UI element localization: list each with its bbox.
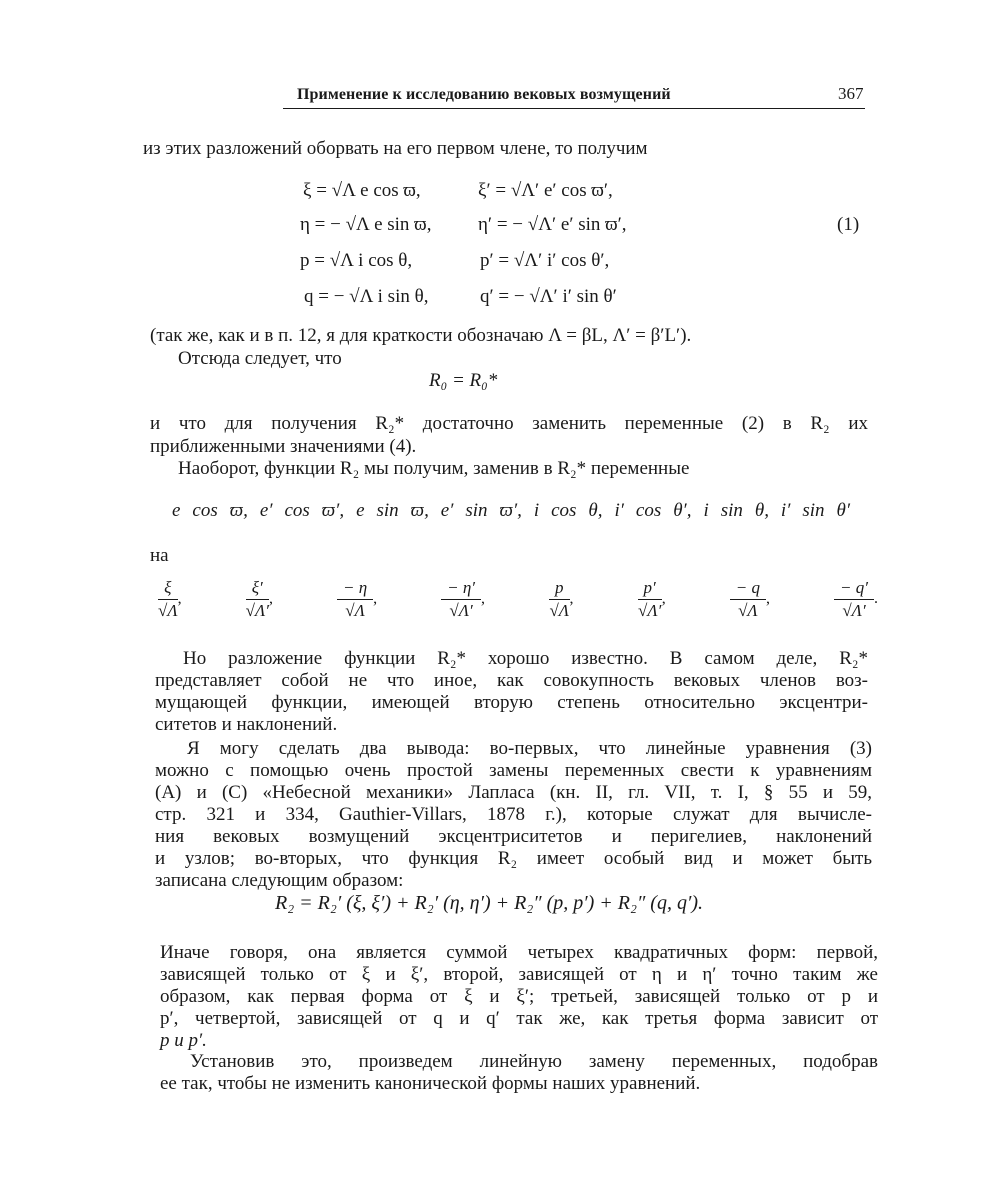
fraction-6-den: √Λ′: [637, 601, 662, 620]
para-a-line-2: приближенными значениями (4).: [150, 436, 417, 457]
intro-line: из этих разложений оборвать на его первом члене, то получим: [143, 138, 648, 159]
para-e-line-3: образом, как первая форма от ξ и ξ′; третьей, зависящей только от p и: [160, 986, 878, 1007]
fraction-7: [730, 578, 770, 621]
eq1-row4-right: q′ = − √Λ′ i′ sin θ′: [480, 286, 617, 307]
fraction-8-den: √Λ′: [842, 601, 866, 620]
fraction-8-sep: .: [873, 590, 878, 608]
fraction-2: [246, 578, 273, 621]
para-d-line-5: ния вековых возмущений эксцентриситетов и перигелиев, наклонений: [155, 826, 872, 847]
fraction-3: [337, 578, 377, 621]
para-c-line-4: ситетов и наклонений.: [155, 714, 338, 735]
fraction-5-sep: ,: [569, 590, 574, 608]
fraction-1: [158, 578, 182, 621]
fraction-8: [834, 578, 878, 621]
para-e-line-5: p и p′.: [160, 1030, 207, 1051]
eq1-row3-right: p′ = √Λ′ i′ cos θ′,: [480, 250, 610, 271]
note-line: (так же, как и в п. 12, я для краткости обозначаю Λ = βL, Λ′ = β′L′).: [150, 325, 692, 346]
fraction-4-den: √Λ′: [449, 601, 473, 620]
fraction-1-sep: ,: [177, 590, 182, 608]
para-a-line-1: и что для получения R₂* достаточно заменить переменные (2) в R₂ их: [150, 413, 868, 434]
para-f-line-2: ее так, чтобы не изменить канонической формы наших уравнений.: [160, 1073, 701, 1094]
fraction-2-den: √Λ′: [245, 601, 269, 620]
para-b-line-1: Наоборот, функции R₂ мы получим, заменив в R₂* переменные: [178, 458, 690, 479]
follows-line: Отсюда следует, что: [178, 348, 342, 369]
equation-r0: R₀ = R₀*: [429, 370, 498, 391]
fraction-2-sep: ,: [268, 590, 273, 608]
variables-line: e cos ϖ, e′ cos ϖ′, e sin ϖ, e′ sin ϖ′, i cos θ, i′ cos θ′, i sin θ, i′ sin θ′: [172, 500, 850, 521]
para-d-line-4: стр. 321 и 334, Gauthier-Villars, 1878 г.), которые служат для вычисле-: [155, 804, 872, 825]
fraction-1-den: √Λ: [158, 601, 178, 620]
para-e-line-1: Иначе говоря, она является суммой четырех квадратичных форм: первой,: [160, 942, 878, 963]
fraction-4-sep: ,: [481, 590, 486, 608]
eq1-row2-right: η′ = − √Λ′ e′ sin ϖ′,: [478, 214, 627, 235]
header-rule: [283, 108, 865, 109]
para-e-line-2: зависящей только от ξ и ξ′, второй, зависящей от η и η′ точно таким же: [160, 964, 878, 985]
fraction-5: [549, 578, 574, 621]
para-e-line-4: p′, четвертой, зависящей от q и q′ так же, как третья форма зависит от: [160, 1008, 878, 1029]
fractions-row: [158, 578, 878, 621]
equation-r2: R₂ = R₂′ (ξ, ξ′) + R₂′ (η, η′) + R₂″ (p, p′) + R₂″ (q, q′).: [275, 892, 703, 914]
para-c-line-3: мущающей функции, имеющей вторую степень относительно эксцентри-: [155, 692, 868, 713]
fraction-5-den: √Λ: [549, 601, 570, 620]
fraction-7-num: − q: [730, 578, 766, 600]
para-d-line-6: и узлов; во-вторых, что функция R₂ имеет особый вид и может быть: [155, 848, 872, 869]
fraction-6-sep: ,: [661, 590, 666, 608]
para-d-line-2: можно с помощью очень простой замены переменных свести к уравнениям: [155, 760, 872, 781]
fraction-5-num: p: [549, 578, 570, 600]
eq1-row1-right: ξ′ = √Λ′ e′ cos ϖ′,: [478, 180, 613, 201]
fraction-3-den: √Λ: [345, 601, 365, 620]
fraction-6: [638, 578, 666, 621]
fraction-2-num: ξ′: [246, 578, 269, 600]
word-na: на: [150, 545, 169, 566]
fraction-4: [441, 578, 485, 621]
para-d-line-3: (A) и (C) «Небесной механики» Лапласа (кн. II, гл. VII, т. I, § 55 и 59,: [155, 782, 872, 803]
page-number: 367: [838, 84, 864, 103]
equation-label-1: (1): [837, 214, 860, 235]
fraction-6-num: p′: [638, 578, 662, 600]
fraction-3-num: − η: [337, 578, 373, 600]
fraction-7-sep: ,: [766, 590, 771, 608]
fraction-8-num: − q′: [834, 578, 874, 600]
eq1-row1-left: ξ = √Λ e cos ϖ,: [303, 180, 421, 201]
eq1-row2-left: η = − √Λ e sin ϖ,: [300, 214, 432, 235]
para-f-line-1: Установив это, произведем линейную замену переменных, подобрав: [190, 1051, 878, 1072]
para-d-line-1: Я могу сделать два вывода: во-первых, что линейные уравнения (3): [187, 738, 872, 759]
fraction-4-num: − η′: [441, 578, 481, 600]
fraction-1-num: ξ: [158, 578, 178, 600]
fraction-3-sep: ,: [373, 590, 378, 608]
para-d-line-7: записана следующим образом:: [155, 870, 404, 891]
para-c-line-2: представляет собой не что иное, как совокупность вековых членов воз-: [155, 670, 868, 691]
eq1-row3-left: p = √Λ i cos θ,: [300, 250, 413, 271]
eq1-row4-left: q = − √Λ i sin θ,: [304, 286, 429, 307]
fraction-7-den: √Λ: [738, 601, 758, 620]
para-c-line-1: Но разложение функции R₂* хорошо известно. В самом деле, R₂*: [183, 648, 868, 669]
running-header-title: Применение к исследованию вековых возмущений: [297, 86, 671, 103]
